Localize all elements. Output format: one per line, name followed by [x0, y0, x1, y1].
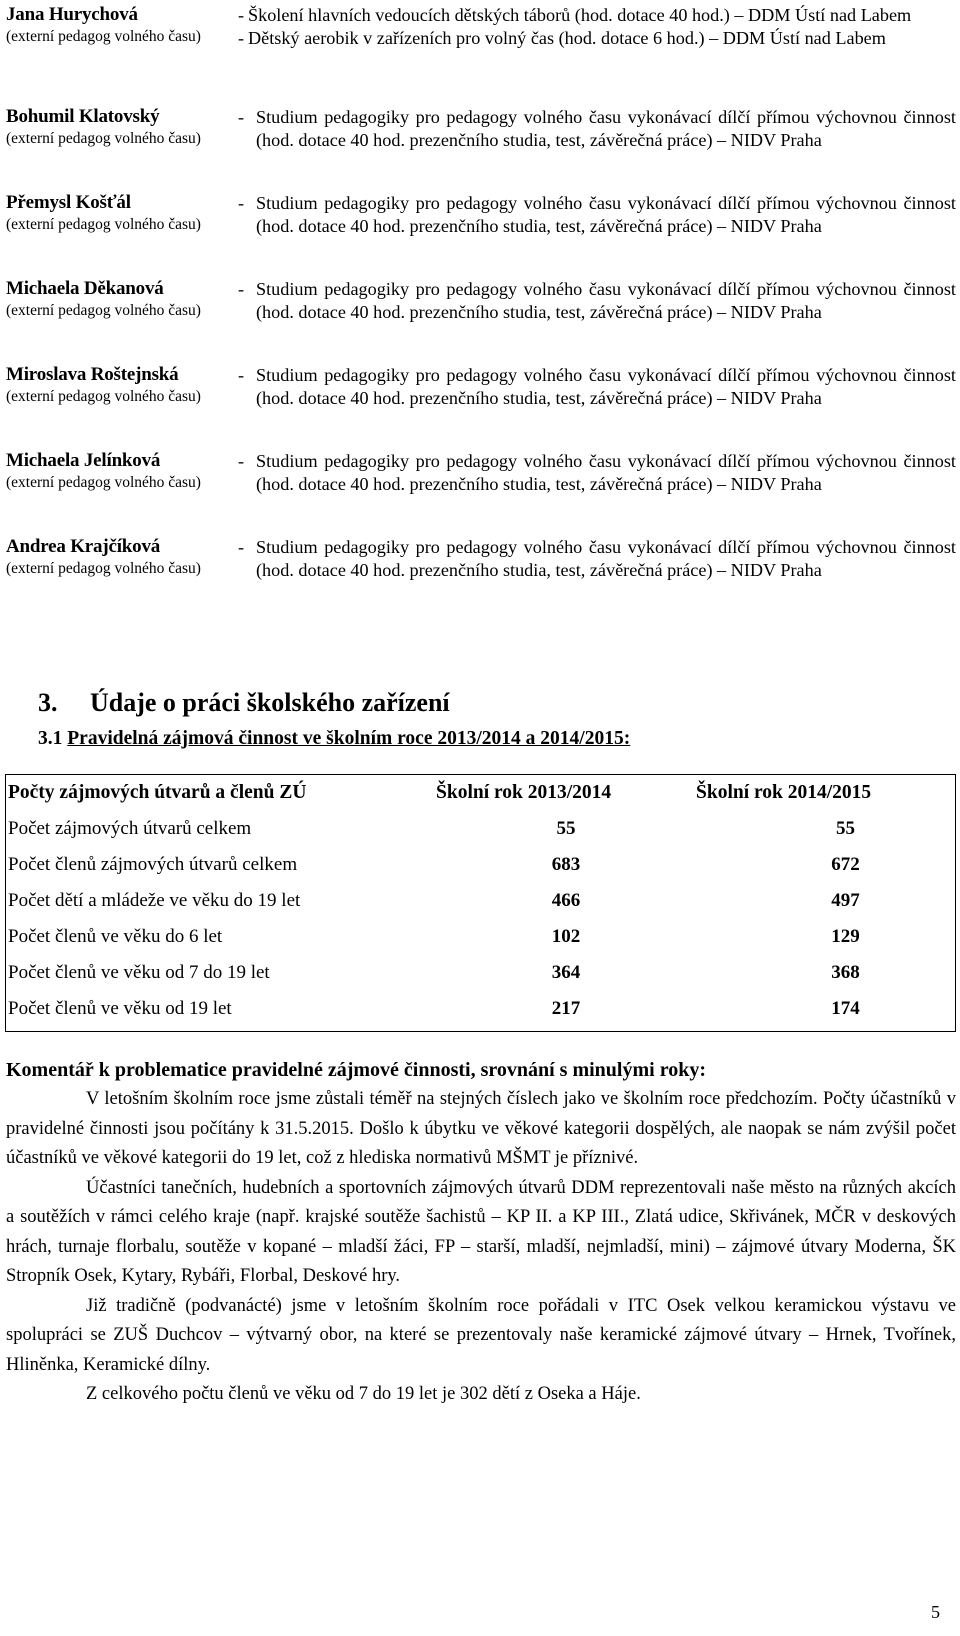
table-row: [6, 847, 955, 883]
course-item: - Studium pedagogiky pro pedagogy volného času vykonávací dílčí přímou výchovnou činnost (hod. dotace 40 hod. prezenčního studia, test, závěrečná práce) – NIDV Praha: [238, 107, 956, 150]
course-item: - Studium pedagogiky pro pedagogy volného času vykonávací dílčí přímou výchovnou činnost (hod. dotace 40 hod. prezenčního studia, test, závěrečná práce) – NIDV Praha: [238, 279, 956, 322]
staff-entry: [6, 192, 956, 278]
subsection-number: 3.1: [38, 728, 63, 749]
section-number: 3.: [38, 688, 58, 717]
staff-role: (externí pedagog volného času): [6, 130, 201, 147]
staff-entry: [6, 106, 956, 192]
comment-paragraph: Již tradičně (podvanácté) jsme v letošním školním roce pořádali v ITC Osek velkou keramickou výstavu ve spolupráci se ZUŠ Duchcov – výtvarný obor, na které se prezentovaly naše keramické zájmové útvary – Hrnek, Tvořínek, Hliněnka, Keramické dílny.: [6, 1295, 956, 1375]
table-cell: 102: [551, 926, 581, 947]
staff-role: (externí pedagog volného času): [6, 28, 201, 45]
staff-training-list: [6, 4, 956, 622]
table-row: [6, 883, 955, 919]
table-cell: 129: [831, 926, 860, 947]
table-cell: 55: [556, 818, 576, 839]
course-item: - Studium pedagogiky pro pedagogy volného času vykonávací dílčí přímou výchovnou činnost (hod. dotace 40 hod. prezenčního studia, test, závěrečná práce) – NIDV Praha: [238, 537, 956, 580]
staff-role: (externí pedagog volného času): [6, 560, 201, 577]
staff-name: Přemysl Košťál: [6, 192, 131, 213]
course-item: - Studium pedagogiky pro pedagogy volného času vykonávací dílčí přímou výchovnou činnost (hod. dotace 40 hod. prezenčního studia, test, závěrečná práce) – NIDV Praha: [238, 365, 956, 408]
table-row: [6, 955, 955, 991]
staff-entry: [6, 278, 956, 364]
table-cell: Počet zájmových útvarů celkem: [8, 818, 252, 839]
table-cell: 466: [551, 890, 581, 911]
staff-role: (externí pedagog volného času): [6, 388, 201, 405]
table-cell: Počet členů ve věku od 19 let: [8, 998, 232, 1019]
course-item: - Dětský aerobik v zařízeních pro volný čas (hod. dotace 6 hod.) – DDM Ústí nad Labem: [238, 27, 886, 48]
table-cell: 368: [831, 962, 860, 983]
activity-table: [5, 774, 956, 1032]
table-cell: Počet členů zájmových útvarů celkem: [8, 854, 298, 875]
course-item: - Studium pedagogiky pro pedagogy volného času vykonávací dílčí přímou výchovnou činnost (hod. dotace 40 hod. prezenčního studia, test, závěrečná práce) – NIDV Praha: [238, 451, 956, 494]
table-header: Počty zájmových útvarů a členů ZÚ: [8, 782, 307, 803]
staff-name: Miroslava Roštejnská: [6, 364, 179, 385]
staff-name: Michaela Děkanová: [6, 278, 164, 299]
table-cell: Počet dětí a mládeže ve věku do 19 let: [8, 890, 301, 911]
staff-entry: [6, 4, 956, 106]
staff-role: (externí pedagog volného času): [6, 302, 201, 319]
table-cell: 497: [831, 890, 860, 911]
table-row: [6, 919, 955, 955]
comment-paragraph: Z celkového počtu členů ve věku od 7 do 19 let je 302 dětí z Oseka a Háje.: [86, 1384, 641, 1404]
staff-entry: [6, 364, 956, 450]
staff-role: (externí pedagog volného času): [6, 216, 201, 233]
staff-name: Michaela Jelínková: [6, 450, 161, 471]
table-cell: 174: [831, 998, 860, 1019]
table-cell: 217: [551, 998, 581, 1019]
section-heading: [38, 688, 450, 718]
course-item: - Studium pedagogiky pro pedagogy volného času vykonávací dílčí přímou výchovnou činnost (hod. dotace 40 hod. prezenčního studia, test, závěrečná práce) – NIDV Praha: [238, 193, 956, 236]
table-cell: 683: [551, 854, 581, 875]
comment-section: [6, 1057, 956, 1410]
staff-entry: [6, 536, 956, 622]
table-cell: 364: [551, 962, 581, 983]
table-cell: 672: [831, 854, 860, 875]
table-header: Školní rok 2014/2015: [696, 782, 872, 803]
table-row: [6, 811, 955, 847]
comment-heading: Komentář k problematice pravidelné zájmové činnosti, srovnání s minulými roky:: [6, 1059, 706, 1081]
subsection-title: Pravidelná zájmová činnost ve školním roce 2013/2014 a 2014/2015:: [67, 728, 631, 749]
table-header-row: [6, 775, 955, 811]
subsection-heading: [38, 728, 630, 750]
section-title: Údaje o práci školského zařízení: [90, 688, 450, 717]
table-cell: Počet členů ve věku do 6 let: [8, 926, 223, 947]
page-number: 5: [931, 1602, 940, 1622]
staff-name: Jana Hurychová: [6, 4, 138, 25]
staff-role: (externí pedagog volného času): [6, 474, 201, 491]
staff-name: Bohumil Klatovský: [6, 106, 160, 127]
table-row: [6, 991, 955, 1027]
staff-name: Andrea Krajčíková: [6, 536, 161, 557]
staff-entry: [6, 450, 956, 536]
table-header: Školní rok 2013/2014: [436, 782, 612, 803]
comment-paragraph: Účastníci tanečních, hudebních a sportovních zájmových útvarů DDM reprezentovali naše město na různých akcích a soutěžích v rámci celého kraje (např. krajské soutěže šachistů – KP II. a KP III., Zlatá udice, Skřivánek, MČR v deskových hrách, turnaje florbalu, soutěže v kopané – mladší žáci, FP – starší, mladší, nejmladší, mini) – zájmové útvary Moderna, ŠK Stropník Osek, Kytary, Rybáři, Florbal, Deskové hry.: [6, 1177, 956, 1286]
table-cell: 55: [836, 818, 855, 839]
course-item: - Školení hlavních vedoucích dětských táborů (hod. dotace 40 hod.) – DDM Ústí nad Labem: [238, 5, 912, 25]
comment-paragraph: V letošním školním roce jsme zůstali téměř na stejných číslech jako ve školním roce předchozím. Počty účastníků v pravidelné činnosti jsou počítány k 31.5.2015. Došlo k úbytku ve věkové kategorii dospělých, ale naopak se nám zvýšil počet účastníků ve věkové kategorii do 19 let, což z hlediska normativů MŠMT je příznivé.: [6, 1089, 956, 1168]
table-cell: Počet členů ve věku od 7 do 19 let: [8, 962, 270, 983]
